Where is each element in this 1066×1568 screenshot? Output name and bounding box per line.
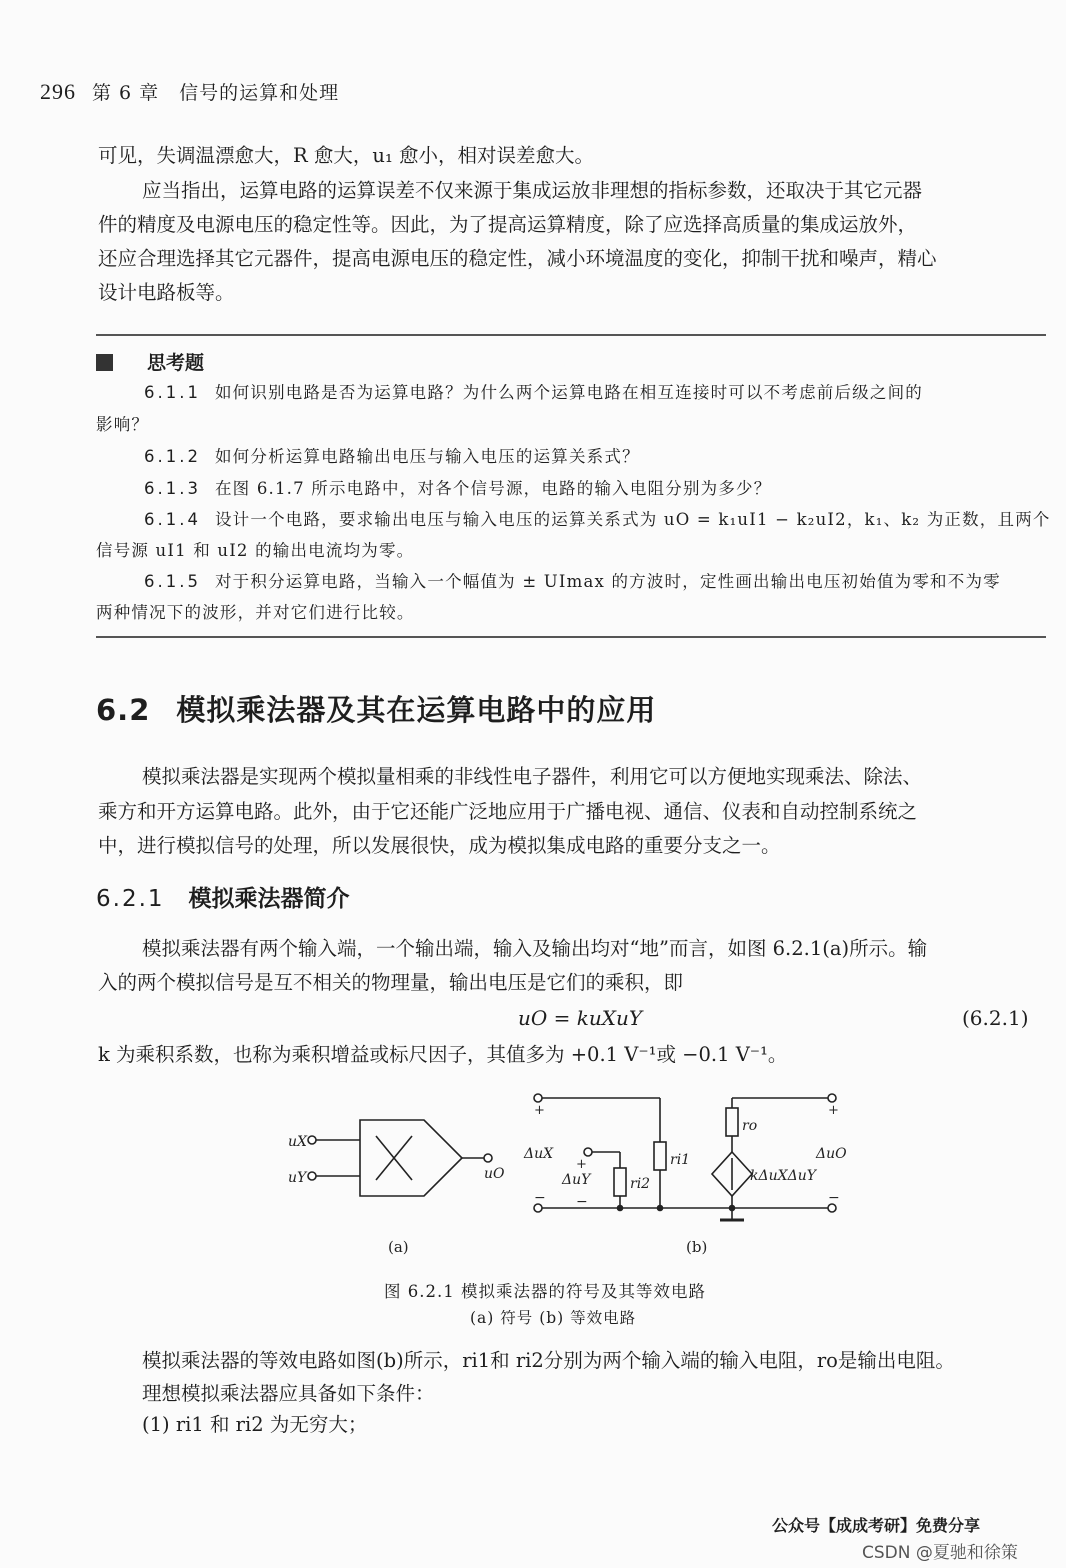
intro-line-3: 件的精度及电源电压的稳定性等。因此，为了提高运算精度，除了应选择高质量的集成运放外， xyxy=(98,213,918,236)
label-duy: ΔuY xyxy=(562,1172,591,1188)
plus-right-top: + xyxy=(828,1103,839,1118)
questions-title: 思考题 xyxy=(96,348,204,375)
page-number: 296 xyxy=(40,79,76,104)
figure-caption: 图 6.2.1 模拟乘法器的符号及其等效电路 xyxy=(384,1282,706,1301)
minus-right: − xyxy=(828,1190,840,1206)
label-duo: ΔuO xyxy=(816,1146,847,1162)
section-para-line-1: 模拟乘法器是实现两个模拟量相乘的非线性电子器件，利用它可以方便地实现乘法、除法、 xyxy=(142,765,923,788)
square-bullet-icon xyxy=(96,354,113,371)
minus-left: − xyxy=(534,1190,546,1206)
subsection-heading: 6.2.1 模拟乘法器简介 xyxy=(96,885,350,912)
subsection-para-line-2: 入的两个模拟信号是互不相关的物理量，输出电压是它们的乘积，即 xyxy=(98,971,684,994)
intro-line-2: 应当指出，运算电路的运算误差不仅来源于集成运放非理想的指标参数，还取决于其它元器 xyxy=(142,179,923,202)
resistor-ri1 xyxy=(654,1142,666,1170)
equation: uO = kuXuY xyxy=(518,1006,643,1030)
resistor-ri2 xyxy=(614,1168,626,1196)
questions-top-rule xyxy=(96,334,1046,336)
minus-uy: − xyxy=(576,1194,588,1210)
chapter-label: 第 6 章 xyxy=(92,82,160,104)
figure-subcaption: (a) 符号 (b) 等效电路 xyxy=(470,1309,637,1327)
label-uy: uY xyxy=(288,1170,307,1186)
label-source: kΔuXΔuY xyxy=(750,1168,816,1184)
label-b: (b) xyxy=(686,1238,708,1256)
question-6-1-4: 6.1.4 设计一个电路，要求输出电压与输入电压的运算关系式为 uO = k₁uI1 − k₂uI2，k₁、k₂ 为正数，且两个 xyxy=(144,510,1051,529)
closing-line-3: (1) ri1 和 ri2 为无穷大； xyxy=(142,1413,368,1436)
section-para-line-2: 乘方和开方运算电路。此外，由于它还能广泛地应用于广播电视、通信、仪表和自动控制系统之 xyxy=(98,800,918,823)
equation-number: (6.2.1) xyxy=(962,1006,1029,1030)
page-header xyxy=(40,78,339,105)
plus-uy: + xyxy=(576,1157,587,1172)
label-ro: ro xyxy=(742,1118,758,1134)
chapter-title: 信号的运算和处理 xyxy=(179,82,340,104)
multiplier-symbol xyxy=(308,1120,492,1196)
closing-line-2: 理想模拟乘法器应具备如下条件： xyxy=(142,1382,435,1405)
section-heading: 6.2 模拟乘法器及其在运算电路中的应用 xyxy=(96,693,657,727)
question-6-1-1-cont: 影响？ xyxy=(96,415,150,434)
resistor-ro xyxy=(726,1108,738,1136)
intro-line-4: 还应合理选择其它元器件，提高电源电压的稳定性，减小环境温度的变化，抑制干扰和噪声，精心 xyxy=(98,247,937,270)
intro-line-1: 可见，失调温漂愈大，R 愈大，u₁ 愈小，相对误差愈大。 xyxy=(98,144,594,167)
question-6-1-2: 6.1.2 如何分析运算电路输出电压与输入电压的运算关系式？ xyxy=(144,447,640,466)
intro-line-5: 设计电路板等。 xyxy=(98,281,235,304)
label-ri2: ri2 xyxy=(630,1176,651,1192)
section-para-line-3: 中，进行模拟信号的处理，所以发展很快，成为模拟集成电路的重要分支之一。 xyxy=(98,834,781,857)
label-a: (a) xyxy=(388,1238,409,1256)
label-ux: uX xyxy=(288,1134,307,1150)
figure-6-2-1 xyxy=(280,1086,860,1266)
wechat-watermark: 公众号【成成考研】免费分享 xyxy=(772,1516,981,1535)
question-6-1-4-cont: 信号源 uI1 和 uI2 的输出电流均为零。 xyxy=(96,541,415,560)
questions-bottom-rule xyxy=(96,636,1046,638)
question-6-1-5: 6.1.5 对于积分运算电路，当输入一个幅值为 ± UImax 的方波时，定性画出输出电压初始值为零和不为零 xyxy=(144,572,1001,591)
subsection-para-line-1: 模拟乘法器有两个输入端，一个输出端，输入及输出均对“地”而言，如图 6.2.1(a)所示。输 xyxy=(142,937,928,960)
question-6-1-1: 6.1.1 如何识别电路是否为运算电路？为什么两个运算电路在相互连接时可以不考虑前后级之间的 xyxy=(144,383,923,402)
label-ri1: ri1 xyxy=(670,1152,691,1168)
plus-left-top: + xyxy=(534,1103,545,1118)
question-6-1-3: 6.1.3 在图 6.1.7 所示电路中，对各个信号源，电路的输入电阻分别为多少？ xyxy=(144,479,772,498)
question-6-1-5-cont: 两种情况下的波形，并对它们进行比较。 xyxy=(96,603,415,622)
csdn-watermark: CSDN @夏驰和徐策 xyxy=(862,1543,1018,1563)
label-dux: ΔuX xyxy=(524,1146,554,1162)
closing-line-1: 模拟乘法器的等效电路如图(b)所示，ri1和 ri2分别为两个输入端的输入电阻，ro是输出电阻。 xyxy=(142,1349,955,1372)
label-uo: uO xyxy=(484,1166,505,1182)
gain-description: k 为乘积系数，也称为乘积增益或标尺因子，其值多为 +0.1 V⁻¹或 −0.1 V⁻¹。 xyxy=(98,1043,788,1066)
